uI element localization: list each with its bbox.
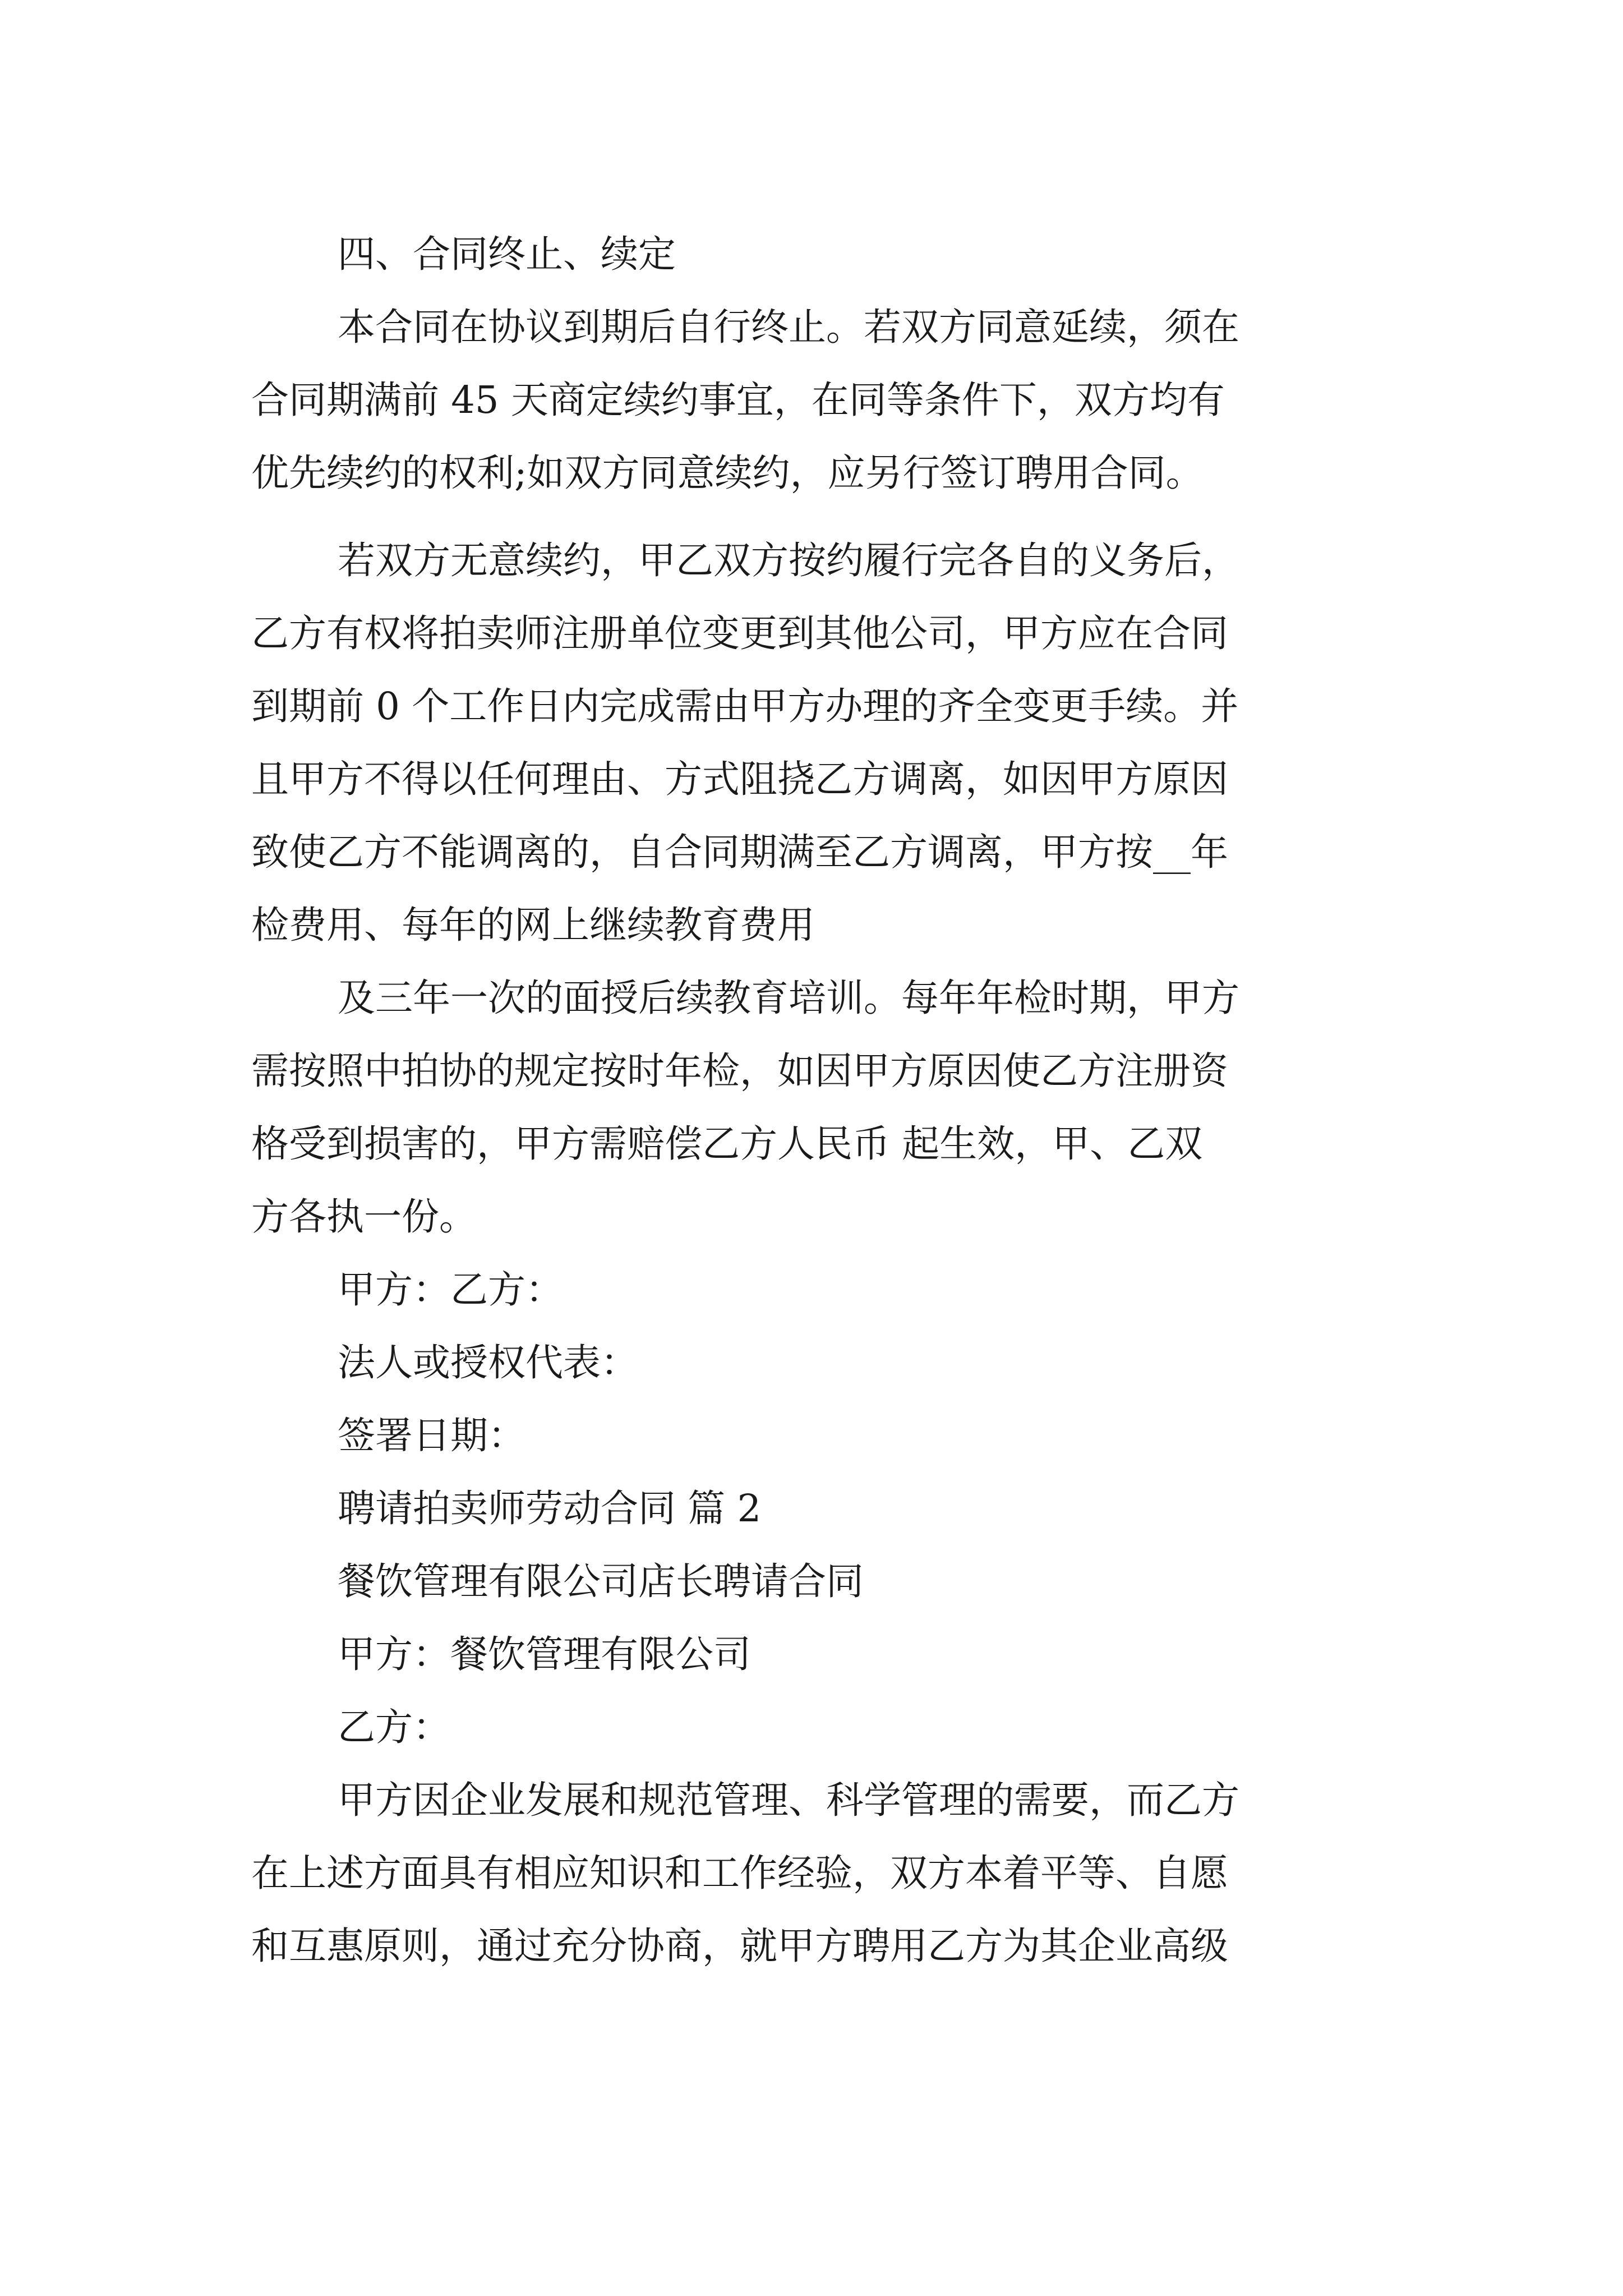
contract-title: 聘请拍卖师劳动合同 篇 2 [338, 1487, 762, 1530]
contract-subtitle: 餐饮管理有限公司店长聘请合同 [338, 1559, 864, 1603]
signature-date: 签署日期： [338, 1414, 525, 1457]
section-heading: 四、合同终止、续定 [338, 232, 676, 276]
signature-parties: 甲方：乙方： [338, 1268, 563, 1312]
paragraph-line: 若双方无意续约，甲乙双方按约履行完各自的义务后， [338, 539, 1239, 582]
signature-representative: 法人或授权代表： [338, 1341, 638, 1384]
party-b: 乙方： [338, 1705, 450, 1749]
paragraph-line: 且甲方不得以任何理由、方式阻挠乙方调离，如因甲方原因 [251, 757, 1228, 801]
paragraph-line: 格受到损害的，甲方需赔偿乙方人民币 起生效，甲、乙双 [251, 1122, 1203, 1166]
paragraph-line: 本合同在协议到期后自行终止。若双方同意延续，须在 [338, 305, 1239, 349]
paragraph-line: 和互惠原则，通过充分协商，就甲方聘用乙方为其企业高级 [251, 1924, 1228, 1968]
party-a: 甲方：餐饮管理有限公司 [338, 1632, 751, 1676]
paragraph-line: 到期前 0 个工作日内完成需由甲方办理的齐全变更手续。并 [251, 684, 1239, 728]
paragraph-line: 方各执一份。 [251, 1195, 477, 1239]
document-body [251, 218, 1378, 1982]
paragraph-line: 合同期满前 45 天商定续约事宜，在同等条件下，双方均有 [251, 378, 1225, 422]
paragraph-line: 需按照中拍协的规定按时年检，如因甲方原因使乙方注册资 [251, 1049, 1228, 1093]
paragraph-line: 优先续约的权利;如双方同意续约，应另行签订聘用合同。 [251, 451, 1204, 495]
paragraph-line: 检费用、每年的网上继续教育费用 [251, 903, 815, 947]
paragraph-line: 乙方有权将拍卖师注册单位变更到其他公司，甲方应在合同 [251, 611, 1228, 655]
paragraph-line: 甲方因企业发展和规范管理、科学管理的需要，而乙方 [338, 1778, 1239, 1822]
paragraph-line: 致使乙方不能调离的，自合同期满至乙方调离，甲方按__年 [251, 830, 1228, 874]
paragraph-line: 及三年一次的面授后续教育培训。每年年检时期，甲方 [338, 976, 1239, 1020]
paragraph-line: 在上述方面具有相应知识和工作经验，双方本着平等、自愿 [251, 1851, 1228, 1895]
